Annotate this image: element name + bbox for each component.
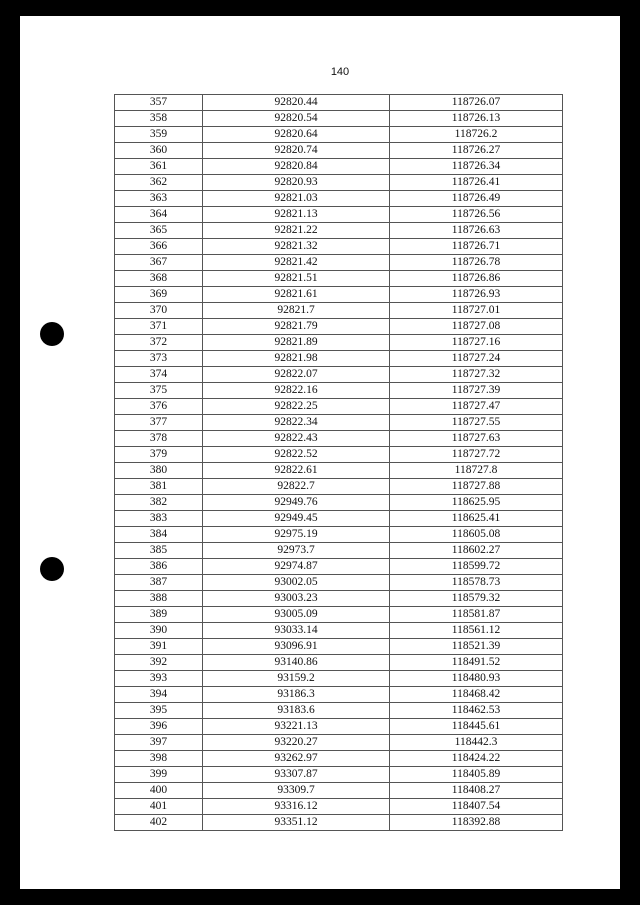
point-number-cell: 401 <box>115 799 203 815</box>
table-row <box>115 367 563 383</box>
x-coordinate-cell: 92822.16 <box>203 383 390 399</box>
x-coordinate-cell: 92820.84 <box>203 159 390 175</box>
point-number-cell: 372 <box>115 335 203 351</box>
point-number-cell: 365 <box>115 223 203 239</box>
y-coordinate-cell: 118726.71 <box>390 239 563 255</box>
table-row <box>115 735 563 751</box>
y-coordinate-cell: 118578.73 <box>390 575 563 591</box>
point-number-cell: 400 <box>115 783 203 799</box>
table-row <box>115 399 563 415</box>
y-coordinate-cell: 118727.24 <box>390 351 563 367</box>
point-number-cell: 366 <box>115 239 203 255</box>
x-coordinate-cell: 92821.61 <box>203 287 390 303</box>
x-coordinate-cell: 92821.79 <box>203 319 390 335</box>
x-coordinate-cell: 93005.09 <box>203 607 390 623</box>
table-row <box>115 703 563 719</box>
table-row <box>115 687 563 703</box>
x-coordinate-cell: 93221.13 <box>203 719 390 735</box>
y-coordinate-cell: 118491.52 <box>390 655 563 671</box>
y-coordinate-cell: 118727.32 <box>390 367 563 383</box>
x-coordinate-cell: 92822.61 <box>203 463 390 479</box>
y-coordinate-cell: 118625.95 <box>390 495 563 511</box>
point-number-cell: 391 <box>115 639 203 655</box>
table-row <box>115 95 563 111</box>
point-number-cell: 394 <box>115 687 203 703</box>
point-number-cell: 370 <box>115 303 203 319</box>
x-coordinate-cell: 92949.76 <box>203 495 390 511</box>
point-number-cell: 381 <box>115 479 203 495</box>
table-row <box>115 799 563 815</box>
x-coordinate-cell: 93220.27 <box>203 735 390 751</box>
point-number-cell: 358 <box>115 111 203 127</box>
y-coordinate-cell: 118424.22 <box>390 751 563 767</box>
scan-border-left <box>0 0 20 905</box>
y-coordinate-cell: 118726.07 <box>390 95 563 111</box>
point-number-cell: 359 <box>115 127 203 143</box>
point-number-cell: 395 <box>115 703 203 719</box>
point-number-cell: 369 <box>115 287 203 303</box>
point-number-cell: 362 <box>115 175 203 191</box>
table-row <box>115 655 563 671</box>
table-row <box>115 191 563 207</box>
x-coordinate-cell: 92821.42 <box>203 255 390 271</box>
point-number-cell: 385 <box>115 543 203 559</box>
point-number-cell: 375 <box>115 383 203 399</box>
x-coordinate-cell: 92821.51 <box>203 271 390 287</box>
table-row <box>115 591 563 607</box>
x-coordinate-cell: 92821.7 <box>203 303 390 319</box>
table-row <box>115 511 563 527</box>
punch-hole <box>40 557 64 581</box>
x-coordinate-cell: 92820.64 <box>203 127 390 143</box>
point-number-cell: 376 <box>115 399 203 415</box>
table-row <box>115 415 563 431</box>
x-coordinate-cell: 93033.14 <box>203 623 390 639</box>
x-coordinate-cell: 92820.54 <box>203 111 390 127</box>
coordinate-table <box>114 94 563 831</box>
y-coordinate-cell: 118521.39 <box>390 639 563 655</box>
x-coordinate-cell: 92821.13 <box>203 207 390 223</box>
table-row <box>115 351 563 367</box>
x-coordinate-cell: 93186.3 <box>203 687 390 703</box>
point-number-cell: 374 <box>115 367 203 383</box>
x-coordinate-cell: 93159.2 <box>203 671 390 687</box>
point-number-cell: 377 <box>115 415 203 431</box>
y-coordinate-cell: 118605.08 <box>390 527 563 543</box>
x-coordinate-cell: 92949.45 <box>203 511 390 527</box>
point-number-cell: 379 <box>115 447 203 463</box>
y-coordinate-cell: 118392.88 <box>390 815 563 831</box>
point-number-cell: 398 <box>115 751 203 767</box>
y-coordinate-cell: 118727.55 <box>390 415 563 431</box>
x-coordinate-cell: 92821.98 <box>203 351 390 367</box>
x-coordinate-cell: 93140.86 <box>203 655 390 671</box>
y-coordinate-cell: 118727.88 <box>390 479 563 495</box>
point-number-cell: 378 <box>115 431 203 447</box>
scan-border-top <box>0 0 640 16</box>
table-row <box>115 447 563 463</box>
table-row <box>115 479 563 495</box>
point-number-cell: 360 <box>115 143 203 159</box>
table-row <box>115 175 563 191</box>
table-row <box>115 719 563 735</box>
table-row <box>115 255 563 271</box>
x-coordinate-cell: 92820.93 <box>203 175 390 191</box>
point-number-cell: 388 <box>115 591 203 607</box>
x-coordinate-cell: 92821.22 <box>203 223 390 239</box>
table-row <box>115 207 563 223</box>
y-coordinate-cell: 118727.01 <box>390 303 563 319</box>
y-coordinate-cell: 118727.47 <box>390 399 563 415</box>
y-coordinate-cell: 118727.39 <box>390 383 563 399</box>
point-number-cell: 380 <box>115 463 203 479</box>
y-coordinate-cell: 118405.89 <box>390 767 563 783</box>
x-coordinate-cell: 92821.89 <box>203 335 390 351</box>
x-coordinate-cell: 93316.12 <box>203 799 390 815</box>
table-row <box>115 383 563 399</box>
table-row <box>115 767 563 783</box>
y-coordinate-cell: 118442.3 <box>390 735 563 751</box>
point-number-cell: 393 <box>115 671 203 687</box>
table-row <box>115 527 563 543</box>
x-coordinate-cell: 93309.7 <box>203 783 390 799</box>
x-coordinate-cell: 93096.91 <box>203 639 390 655</box>
x-coordinate-cell: 92821.03 <box>203 191 390 207</box>
y-coordinate-cell: 118581.87 <box>390 607 563 623</box>
x-coordinate-cell: 92974.87 <box>203 559 390 575</box>
y-coordinate-cell: 118480.93 <box>390 671 563 687</box>
scan-border-right <box>620 0 640 905</box>
y-coordinate-cell: 118602.27 <box>390 543 563 559</box>
table-body <box>115 95 563 831</box>
y-coordinate-cell: 118726.34 <box>390 159 563 175</box>
point-number-cell: 386 <box>115 559 203 575</box>
point-number-cell: 363 <box>115 191 203 207</box>
y-coordinate-cell: 118727.63 <box>390 431 563 447</box>
x-coordinate-cell: 93183.6 <box>203 703 390 719</box>
x-coordinate-cell: 92822.34 <box>203 415 390 431</box>
page-number: 140 <box>330 66 350 78</box>
y-coordinate-cell: 118726.13 <box>390 111 563 127</box>
x-coordinate-cell: 92822.52 <box>203 447 390 463</box>
x-coordinate-cell: 93351.12 <box>203 815 390 831</box>
x-coordinate-cell: 92822.07 <box>203 367 390 383</box>
table-row <box>115 639 563 655</box>
y-coordinate-cell: 118726.49 <box>390 191 563 207</box>
y-coordinate-cell: 118727.16 <box>390 335 563 351</box>
point-number-cell: 373 <box>115 351 203 367</box>
point-number-cell: 361 <box>115 159 203 175</box>
y-coordinate-cell: 118726.78 <box>390 255 563 271</box>
table-row <box>115 815 563 831</box>
x-coordinate-cell: 93262.97 <box>203 751 390 767</box>
y-coordinate-cell: 118561.12 <box>390 623 563 639</box>
point-number-cell: 392 <box>115 655 203 671</box>
y-coordinate-cell: 118726.93 <box>390 287 563 303</box>
point-number-cell: 387 <box>115 575 203 591</box>
x-coordinate-cell: 92975.19 <box>203 527 390 543</box>
x-coordinate-cell: 92820.74 <box>203 143 390 159</box>
point-number-cell: 383 <box>115 511 203 527</box>
table-row <box>115 671 563 687</box>
y-coordinate-cell: 118726.41 <box>390 175 563 191</box>
table-row <box>115 751 563 767</box>
y-coordinate-cell: 118727.08 <box>390 319 563 335</box>
table-row <box>115 319 563 335</box>
x-coordinate-cell: 92973.7 <box>203 543 390 559</box>
table-row <box>115 111 563 127</box>
point-number-cell: 397 <box>115 735 203 751</box>
y-coordinate-cell: 118625.41 <box>390 511 563 527</box>
point-number-cell: 364 <box>115 207 203 223</box>
x-coordinate-cell: 92822.43 <box>203 431 390 447</box>
table-row <box>115 543 563 559</box>
y-coordinate-cell: 118579.32 <box>390 591 563 607</box>
table-row <box>115 463 563 479</box>
point-number-cell: 402 <box>115 815 203 831</box>
x-coordinate-cell: 92822.7 <box>203 479 390 495</box>
table-row <box>115 127 563 143</box>
table-row <box>115 623 563 639</box>
point-number-cell: 368 <box>115 271 203 287</box>
y-coordinate-cell: 118407.54 <box>390 799 563 815</box>
point-number-cell: 396 <box>115 719 203 735</box>
x-coordinate-cell: 92822.25 <box>203 399 390 415</box>
table-row <box>115 559 563 575</box>
scan-border-bottom <box>0 889 640 905</box>
table-row <box>115 575 563 591</box>
point-number-cell: 357 <box>115 95 203 111</box>
table-row <box>115 223 563 239</box>
y-coordinate-cell: 118726.63 <box>390 223 563 239</box>
table-row <box>115 431 563 447</box>
x-coordinate-cell: 92821.32 <box>203 239 390 255</box>
y-coordinate-cell: 118468.42 <box>390 687 563 703</box>
y-coordinate-cell: 118727.8 <box>390 463 563 479</box>
y-coordinate-cell: 118726.86 <box>390 271 563 287</box>
table-row <box>115 495 563 511</box>
point-number-cell: 390 <box>115 623 203 639</box>
x-coordinate-cell: 93307.87 <box>203 767 390 783</box>
point-number-cell: 367 <box>115 255 203 271</box>
y-coordinate-cell: 118599.72 <box>390 559 563 575</box>
punch-hole <box>40 322 64 346</box>
table-row <box>115 607 563 623</box>
x-coordinate-cell: 93002.05 <box>203 575 390 591</box>
table-row <box>115 303 563 319</box>
y-coordinate-cell: 118726.56 <box>390 207 563 223</box>
point-number-cell: 371 <box>115 319 203 335</box>
table-row <box>115 783 563 799</box>
point-number-cell: 384 <box>115 527 203 543</box>
point-number-cell: 399 <box>115 767 203 783</box>
x-coordinate-cell: 92820.44 <box>203 95 390 111</box>
point-number-cell: 382 <box>115 495 203 511</box>
y-coordinate-cell: 118462.53 <box>390 703 563 719</box>
y-coordinate-cell: 118726.27 <box>390 143 563 159</box>
table-row <box>115 287 563 303</box>
y-coordinate-cell: 118408.27 <box>390 783 563 799</box>
table-row <box>115 159 563 175</box>
table-row <box>115 143 563 159</box>
point-number-cell: 389 <box>115 607 203 623</box>
y-coordinate-cell: 118726.2 <box>390 127 563 143</box>
y-coordinate-cell: 118727.72 <box>390 447 563 463</box>
x-coordinate-cell: 93003.23 <box>203 591 390 607</box>
table-row <box>115 271 563 287</box>
table-row <box>115 239 563 255</box>
table-row <box>115 335 563 351</box>
y-coordinate-cell: 118445.61 <box>390 719 563 735</box>
